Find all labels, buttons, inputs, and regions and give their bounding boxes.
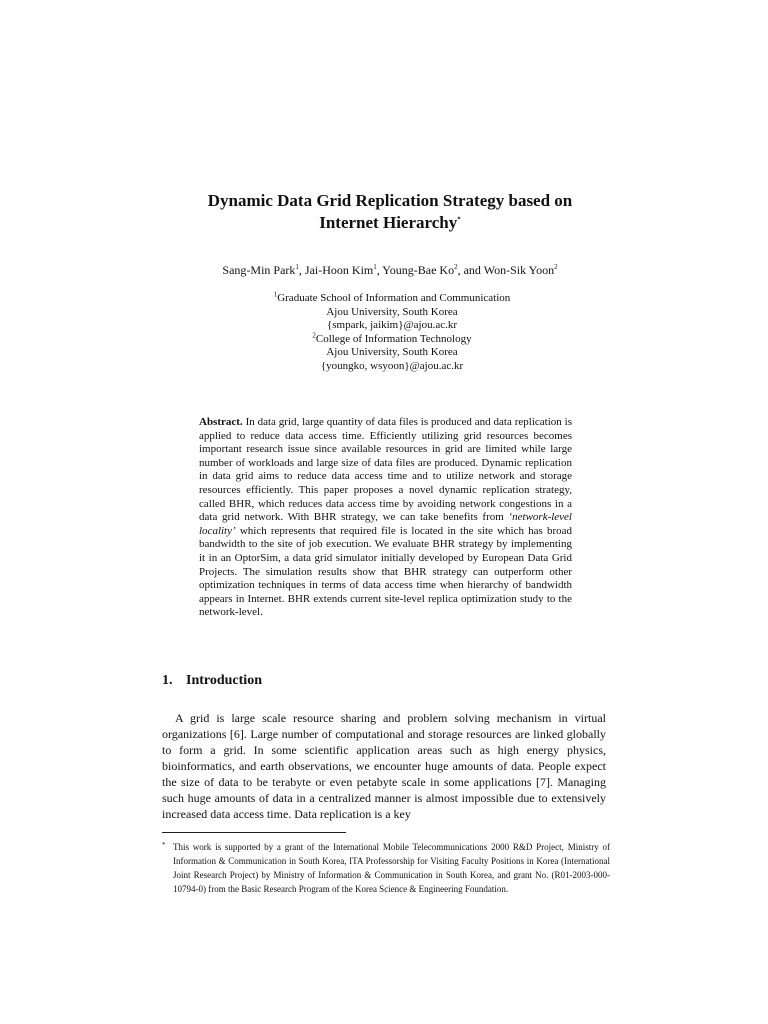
affiliation-1-email: {smpark, jaikim}@ajou.ac.kr — [326, 319, 458, 332]
author-name: Jai-Hoon Kim — [304, 263, 374, 277]
affiliation-1-line: Ajou University, South Korea — [326, 305, 458, 318]
abstract-emphasis: ‘network-level locality’ — [199, 511, 572, 537]
footnote-mark: * — [162, 841, 166, 849]
author-affiliation-mark: 1 — [295, 263, 299, 271]
author-separator: , — [298, 263, 305, 277]
section-number: 1. — [162, 673, 173, 688]
title-line-1: Dynamic Data Grid Replication Strategy based on — [207, 191, 573, 210]
section-title: Introduction — [186, 673, 262, 688]
affiliation-2-line — [192, 333, 592, 347]
abstract — [199, 416, 572, 620]
author-name: Young-Bae Ko — [382, 263, 455, 277]
affiliation-2-line: Ajou University, South Korea — [326, 346, 458, 359]
author-affiliation-mark: 2 — [454, 263, 458, 271]
title-footnote-mark: * — [457, 215, 461, 224]
abstract-text: which represents that required file is located in the site which has broad bandwidth to the site of job execution. We evaluate BHR strategy by implementing it in an OptorSim, a data grid simulator initially developed by European Data Grid Projects. The simulation results show that BHR strategy can outperform other optimization techniques in terms of data access time when hierarchy of bandwidth appears in Internet. BHR extends current site-level replica optimization study to the network-level. — [199, 524, 572, 619]
author-list — [140, 262, 640, 278]
section-heading — [162, 672, 262, 690]
title-line-2: Internet Hierarchy — [319, 213, 458, 232]
abstract-text: In data grid, large quantity of data files is produced and data replication is applied to reduce data access time. Efficiently utilizing grid resources becomes important research issue since available resources in grid are limited while large number of workloads and large size of data files are produced. Dynamic replication in data grid aims to reduce data access time and to utilize network and storage resources efficiently. This paper proposes a novel dynamic replication strategy, called BHR, which reduces data access time by avoiding network congestions in a data grid network. With BHR strategy, we can take benefits from — [199, 416, 572, 524]
footnote — [162, 840, 610, 896]
affiliation-text: College of Information Technology — [315, 332, 472, 345]
paper-title — [160, 190, 620, 234]
author-affiliation-mark: 1 — [373, 263, 377, 271]
author-name: Sang-Min Park — [222, 263, 296, 277]
affiliation-1-line — [192, 292, 592, 306]
affiliations — [192, 292, 592, 374]
affiliation-mark: 2 — [312, 331, 316, 340]
intro-paragraph: A grid is large scale resource sharing and problem solving mechanism in virtual organizations [6]. Large number of computational and storage resources are linked globally to form a grid. In some scientific application areas such as high energy physics, bioinformatics, and earth observations, we encounter huge amounts of data. People expect the size of data to be terabyte or even petabyte scale in some applications [7]. Managing such huge amounts of data in a centralized manner is almost impossible due to extensively increased data access time. Data replication is a key — [162, 711, 606, 821]
author-separator: , and — [457, 263, 484, 277]
author-separator: , — [376, 263, 383, 277]
affiliation-text: Graduate School of Information and Communication — [277, 292, 511, 304]
footnote-text: This work is supported by a grant of the International Mobile Telecommunications 2000 R&D Project, Ministry of Information & Communication in South Korea, ITA Professorship for Visiting Faculty Positions in Korea (International Joint Research Project) by Ministry of Information & Communication in South Korea, and grant No. (R01-2003-000-10794-0) from the Basic Research Program of the Korea Science & Engineering Foundation. — [173, 842, 610, 894]
affiliation-mark: 1 — [273, 290, 278, 299]
affiliation-2-email: {youngko, wsyoon}@ajou.ac.kr — [320, 359, 464, 372]
footnote-divider — [162, 832, 346, 833]
author-affiliation-mark: 2 — [554, 263, 558, 271]
author-name: Won-Sik Yoon — [483, 263, 555, 277]
abstract-label: Abstract. — [199, 416, 243, 428]
